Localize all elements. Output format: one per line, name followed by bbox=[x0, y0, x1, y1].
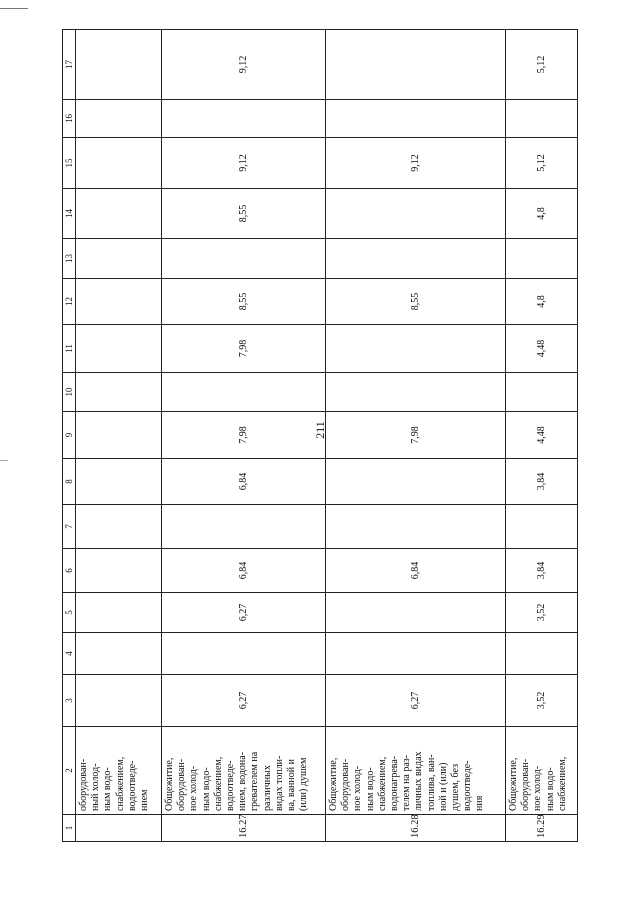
table-cell: 5,12 bbox=[506, 138, 578, 189]
table-cell bbox=[76, 505, 162, 549]
table-cell: 6,84 bbox=[162, 459, 326, 505]
table-cell bbox=[506, 239, 578, 279]
table-cell: 3,84 bbox=[506, 549, 578, 593]
table-cell bbox=[162, 373, 326, 412]
table-cell bbox=[326, 459, 506, 505]
table-cell: 6,27 bbox=[162, 675, 326, 727]
header-cell: 3 bbox=[63, 675, 76, 727]
table-cell: 8,55 bbox=[162, 189, 326, 239]
table-cell: 6,27 bbox=[326, 675, 506, 727]
table-cell bbox=[76, 100, 162, 138]
table-cell-code: 16.29 bbox=[506, 815, 578, 842]
tariff-table bbox=[62, 29, 578, 842]
header-cell: 17 bbox=[63, 30, 76, 100]
table-cell: 4,8 bbox=[506, 189, 578, 239]
header-cell: 10 bbox=[63, 373, 76, 412]
scan-edge-line bbox=[0, 8, 28, 9]
header-cell: 4 bbox=[63, 633, 76, 675]
header-cell: 5 bbox=[63, 593, 76, 633]
header-cell: 16 bbox=[63, 100, 76, 138]
header-cell: 12 bbox=[63, 279, 76, 325]
table-cell: 9,12 bbox=[326, 138, 506, 189]
table-cell bbox=[326, 373, 506, 412]
table-cell bbox=[162, 239, 326, 279]
table-cell bbox=[506, 633, 578, 675]
table-row bbox=[506, 30, 578, 842]
table-cell: 7,98 bbox=[162, 412, 326, 459]
table-cell bbox=[76, 459, 162, 505]
rotated-table-container bbox=[62, 30, 576, 842]
table-cell bbox=[76, 325, 162, 373]
table-cell: 6,84 bbox=[326, 549, 506, 593]
table-cell-description: Общежитие, оборудован- ное холод- ным водо- снабжением, водонагрева- телем на раз- личных видах топлива, ван- ной и (или) душем, без водоотведе- ния bbox=[326, 727, 506, 815]
table-cell: 3,84 bbox=[506, 459, 578, 505]
table-cell-code: 16.28 bbox=[326, 815, 506, 842]
table-cell bbox=[326, 633, 506, 675]
header-row bbox=[63, 30, 76, 842]
table-cell bbox=[506, 100, 578, 138]
header-cell: 8 bbox=[63, 459, 76, 505]
table-cell bbox=[76, 138, 162, 189]
table-cell: 8,55 bbox=[326, 279, 506, 325]
table-cell bbox=[76, 279, 162, 325]
table-cell: 5,12 bbox=[506, 30, 578, 100]
table-cell: 4,48 bbox=[506, 412, 578, 459]
table-cell bbox=[76, 593, 162, 633]
header-cell: 6 bbox=[63, 549, 76, 593]
header-cell: 11 bbox=[63, 325, 76, 373]
table-cell bbox=[162, 505, 326, 549]
table-cell: 4,48 bbox=[506, 325, 578, 373]
table-cell bbox=[506, 505, 578, 549]
header-cell: 7 bbox=[63, 505, 76, 549]
table-cell bbox=[506, 373, 578, 412]
page-number: 211 bbox=[313, 421, 327, 439]
table-cell bbox=[76, 373, 162, 412]
table-cell-code: 16.27 bbox=[162, 815, 326, 842]
header-cell: 1 bbox=[63, 815, 76, 842]
table-cell: 6,27 bbox=[162, 593, 326, 633]
table-cell: 7,98 bbox=[326, 412, 506, 459]
table-cell bbox=[326, 239, 506, 279]
table-cell: 6,84 bbox=[162, 549, 326, 593]
header-cell: 9 bbox=[63, 412, 76, 459]
table-cell bbox=[162, 633, 326, 675]
table-cell bbox=[326, 505, 506, 549]
table-cell-description: Общежитие, оборудован- ное холод- ным водо- снабжением, bbox=[506, 727, 578, 815]
header-cell: 14 bbox=[63, 189, 76, 239]
table-cell bbox=[326, 593, 506, 633]
table-row bbox=[162, 30, 326, 842]
table-cell bbox=[76, 239, 162, 279]
table-cell bbox=[76, 675, 162, 727]
table-cell-description: оборудован- ный холод- ным водо- снабжением, водоотведе- нием bbox=[76, 727, 162, 815]
table-cell-code bbox=[76, 815, 162, 842]
table-cell: 9,12 bbox=[162, 30, 326, 100]
table-row bbox=[326, 30, 506, 842]
table-cell: 7,98 bbox=[162, 325, 326, 373]
table-cell bbox=[326, 325, 506, 373]
table-cell bbox=[326, 100, 506, 138]
table-cell bbox=[76, 189, 162, 239]
table-row bbox=[76, 30, 162, 842]
table-cell: 9,12 bbox=[162, 138, 326, 189]
table-cell: 3,52 bbox=[506, 675, 578, 727]
header-cell: 2 bbox=[63, 727, 76, 815]
header-cell: 13 bbox=[63, 239, 76, 279]
table-cell bbox=[76, 412, 162, 459]
table-cell bbox=[326, 30, 506, 100]
table-cell bbox=[76, 633, 162, 675]
table-cell bbox=[162, 100, 326, 138]
table-cell: 8,55 bbox=[162, 279, 326, 325]
table-cell: 4,8 bbox=[506, 279, 578, 325]
header-cell: 15 bbox=[63, 138, 76, 189]
table-cell bbox=[76, 549, 162, 593]
table-cell bbox=[326, 189, 506, 239]
table-cell-description: Общежитие, оборудован- ное холод- ным водо- снабжением, водоотведе- нием, водона- гревателем на различных видах топли- ва, ванной и (или) душем bbox=[162, 727, 326, 815]
table-cell bbox=[76, 30, 162, 100]
scan-edge-mark bbox=[0, 460, 8, 461]
table-cell: 3,52 bbox=[506, 593, 578, 633]
